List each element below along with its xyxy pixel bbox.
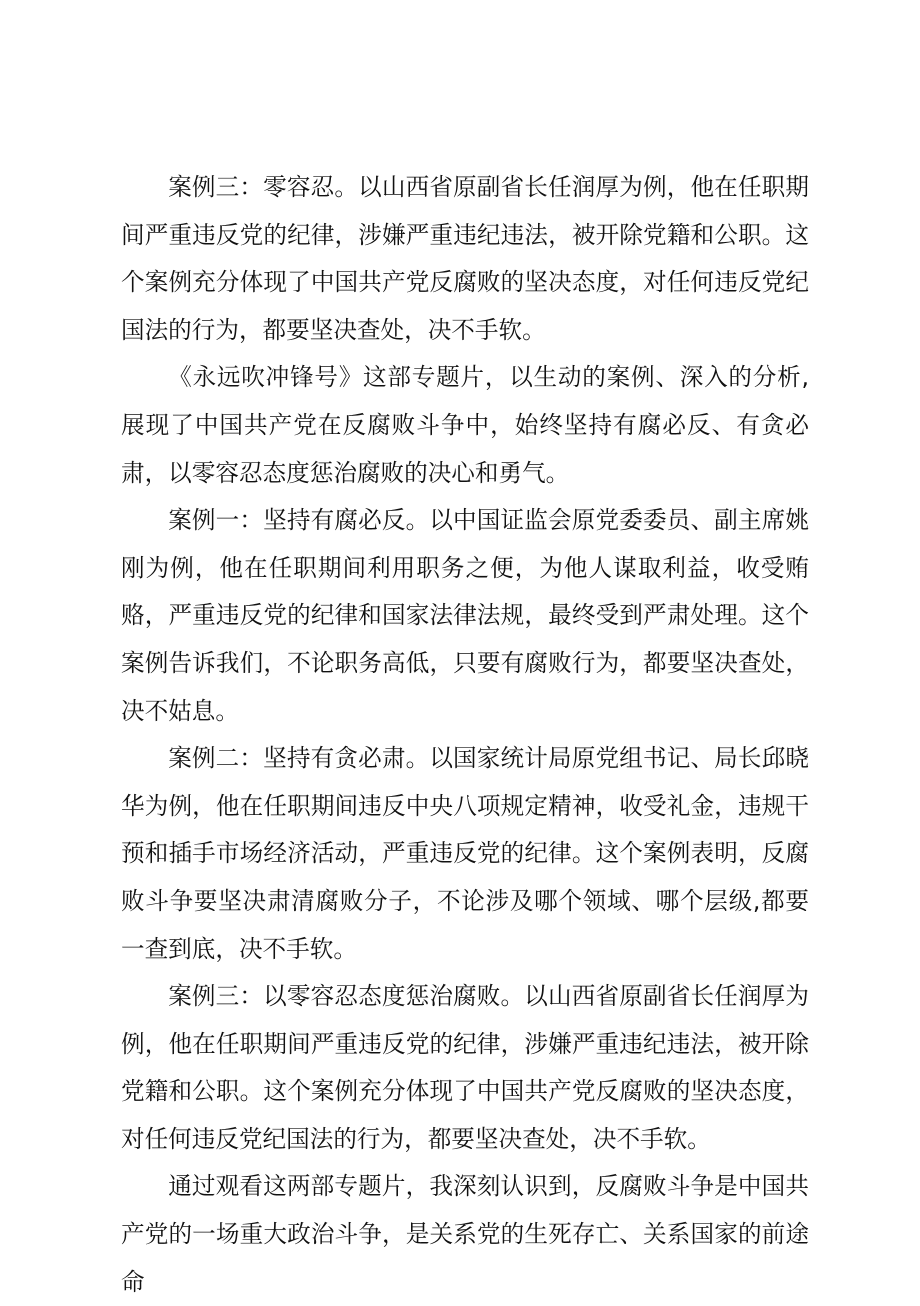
paragraph-case-three: 案例三：以零容忍态度惩治腐败。以山西省原副省长任润厚为例，他在任职期间严重违反党的纪律，涉嫌严重违纪违法，被开除党籍和公职。这个案例充分体现了中国共产党反腐败的坚决态度，对任何违反党纪国法的行为，都要坚决查处，决不手软。 [121, 982, 809, 1153]
paragraph-case-one: 案例一：坚持有腐必反。以中国证监会原党委委员、副主席姚刚为例，他在任职期间利用职务之便，为他人谋取利益，收受贿赂，严重违反党的纪律和国家法律法规，最终受到严肃处理。这个案例告诉我们，不论职务高低，只要有腐败行为，都要坚决查处，决不姑息。 [121, 506, 809, 725]
paragraph-case-two: 案例二：坚持有贪必肃。以国家统计局原党组书记、局长邱晓华为例，他在任职期间违反中央八项规定精神，收受礼金，违规干预和插手市场经济活动，严重违反党的纪律。这个案例表明，反腐败斗争要坚决肃清腐败分子，不论涉及哪个领域、哪个层级,都要一查到底，决不手软。 [121, 744, 809, 963]
paragraph-reflection: 通过观看这两部专题片，我深刻认识到，反腐败斗争是中国共产党的一场重大政治斗争，是关系党的生死存亡、关系国家的前途命 [121, 1172, 809, 1296]
document-body [121, 164, 809, 1306]
paragraph-documentary-summary: 《永远吹冲锋号》这部专题片，以生动的案例、深入的分析,展现了中国共产党在反腐败斗争中，始终坚持有腐必反、有贪必肃，以零容忍态度惩治腐败的决心和勇气。 [121, 363, 809, 487]
paragraph-case-three-zero-tolerance: 案例三：零容忍。以山西省原副省长任润厚为例，他在任职期间严重违反党的纪律，涉嫌严重违纪违法，被开除党籍和公职。这个案例充分体现了中国共产党反腐败的坚决态度，对任何违反党纪国法的行为，都要坚决查处，决不手软。 [121, 173, 809, 344]
